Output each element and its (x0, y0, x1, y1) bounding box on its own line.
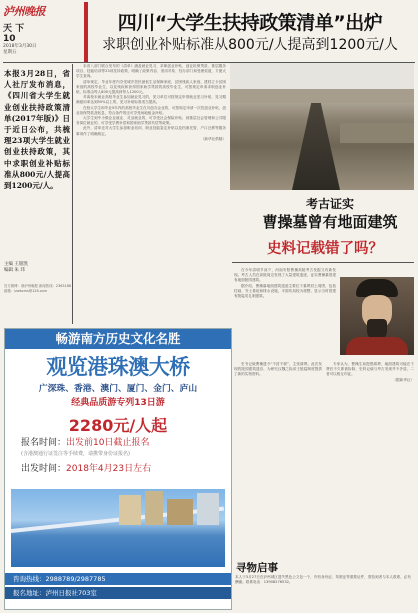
feature-red-headline: 史料记载错了吗？ (267, 241, 383, 257)
main-article (76, 64, 226, 326)
feature-paragraph: 专家认为，曹操生前提倡薄葬，地面建筑可能在下葬后不久即被拆除，史料记载与考古发现并不矛盾，二者可以相互印证。 (326, 362, 414, 377)
ad-deadline-label: 报名时间： (21, 438, 67, 448)
feature-headline-line: 曹操墓曾有地面建筑 (262, 213, 398, 231)
ad-price: 2280元/人起 (68, 416, 168, 435)
headline-accent-bar (84, 2, 88, 62)
feature-article-left (234, 362, 322, 557)
ad-bridge-image (11, 489, 225, 567)
ad-address: 报名地址：泸州日报社703室 (5, 587, 231, 599)
lead-summary: 本报3月28日，省人社厅发布消息，《四川省大学生就业创业扶持政策清单(2017年版)》日于近日公布，共梳理23项大学生就业创业扶持政策，其中求职创业补贴标准从800元/人提高到1200元/人。 (4, 69, 70, 191)
masthead (3, 3, 47, 55)
ad-departure (21, 461, 151, 474)
feature-article-top (234, 268, 336, 358)
issue-date: 2018年3月30日 (3, 44, 37, 49)
feature-divider (232, 262, 414, 263)
feature-paragraph: 在今年清明节前夕，河南安阳曹操高陵考古发掘又有新发现。考古人员在高陵周边发现了大量建筑遗迹，证实曹操墓曾建有地面陵园建筑。 (234, 268, 336, 283)
page-number: 10 (3, 34, 16, 44)
article-paragraph: 在校大学生和毕业5年内的高校毕业生在川创办企业的，可按规定申请一次性创业补贴、创业担保贷款及贴息，符合条件的还可享受场地租金补贴。 (76, 105, 226, 115)
ad-phone: 咨询热线：2988789/2987785 (5, 573, 231, 585)
travel-advertisement[interactable] (4, 328, 232, 610)
notice-title: 寻物启事 (236, 562, 278, 574)
newspaper-logo: 泸州晚报 (3, 5, 45, 18)
article-paragraph: 此外，清单还对大学生参加职业培训、职业技能鉴定补贴以及档案托管、户口迁移等服务事项作了明确规定。 (76, 126, 226, 136)
section-name: 天 下 (3, 24, 25, 34)
notice-text: 本人于3月27日在泸州城区遗失黑色公文包一个，内有身份证、驾驶证等重要证件，望拾到者与本人联系，必有酬谢。联系电话：13908276532。 (235, 575, 411, 585)
ad-top-banner: 畅游南方历史文化名胜 (5, 329, 231, 349)
feature-kicker: 考古证实 (305, 197, 354, 211)
article-paragraph: 大学生到中小微企业就业、灵活就业的，可享受社会保险补贴；到基层社会管理和公共服务岗位就业的，可享受学费补偿和国家助学贷款代偿等政策。 (76, 116, 226, 126)
lost-item-notice (232, 560, 414, 608)
sub-headline: 求职创业补贴标准从800元/人提高到1200元/人 (102, 37, 398, 53)
editor-credit: 主编 王银凯 (4, 262, 28, 267)
main-headline: 四川“大学生扶持政策清单”出炉 (117, 12, 383, 34)
ad-depart-label: 出发时间： (21, 464, 67, 474)
ad-title: 观览港珠澳大桥 (46, 355, 190, 379)
designer-credit: 编辑 朱 玮 (4, 268, 25, 273)
article-paragraph: 本省八部门联合发布的《清单》涵盖就业见习、求职创业补贴、创业担保贷款、基层服务项目、技能培训等23项扶持政策，明确了政策内容、适用对象、经办部门和受理渠道，方便大学生查询。 (76, 64, 226, 79)
ad-note: (含港澳通行证签注等手续费，请携带身份证报名) (21, 451, 130, 457)
feature-byline: （据新华社） (392, 377, 414, 382)
ad-route: 广深珠、香港、澳门、厦门、金门、庐山 (38, 384, 198, 394)
ad-deadline-value: 出发前10日截止报名 (66, 438, 150, 448)
credits (4, 262, 74, 293)
article-paragraph: 清单规定，毕业年度内享受城乡居民最低生活保障家庭、贫困残疾人家庭、建档立卡贫困家庭的高校毕业生，以及残疾和获得国家助学贷款的高校毕业生，可按规定申请求职创业补贴，标准由每人800元提高到每人1200元。 (76, 79, 226, 95)
contact-credit: 官方微博：@泸州晚报 新闻热线：2363188 邮箱：lzwbcms@126.com (4, 284, 72, 293)
ad-route-highlight: 经典品质游专列13日游 (71, 398, 165, 408)
excavation-photo (230, 63, 414, 190)
feature-paragraph: 史书记载曹操遗令“不封不树”，主张薄葬。此次发现的陵园建筑遗存，为研究汉魏之际帝王陵寝制度提供了新的实物资料。 (234, 362, 322, 377)
feature-paragraph: 据介绍，曹操墓地面建筑遗迹主要位于墓葬封土周围，包括柱础、夯土基址和排水设施，平面布局较为规整，显示当时曾建有陵寝类礼制建筑。 (234, 283, 336, 299)
issue-weekday: 星期五 (3, 50, 17, 55)
article-paragraph: 对离校未就业高校毕业生参加就业见习的，见习单位可按规定申领就业见习补贴，见习期满留用率达到50%以上的，见习补贴标准适当提高。 (76, 95, 226, 105)
feature-headline (245, 195, 415, 231)
column-divider (72, 64, 73, 324)
feature-article-right (326, 362, 414, 557)
ad-deadline (21, 435, 149, 448)
article-byline: （新华社供稿） (200, 136, 226, 141)
ad-depart-value: 2018年4月23日左右 (66, 464, 152, 474)
cao-cao-portrait (340, 277, 414, 355)
